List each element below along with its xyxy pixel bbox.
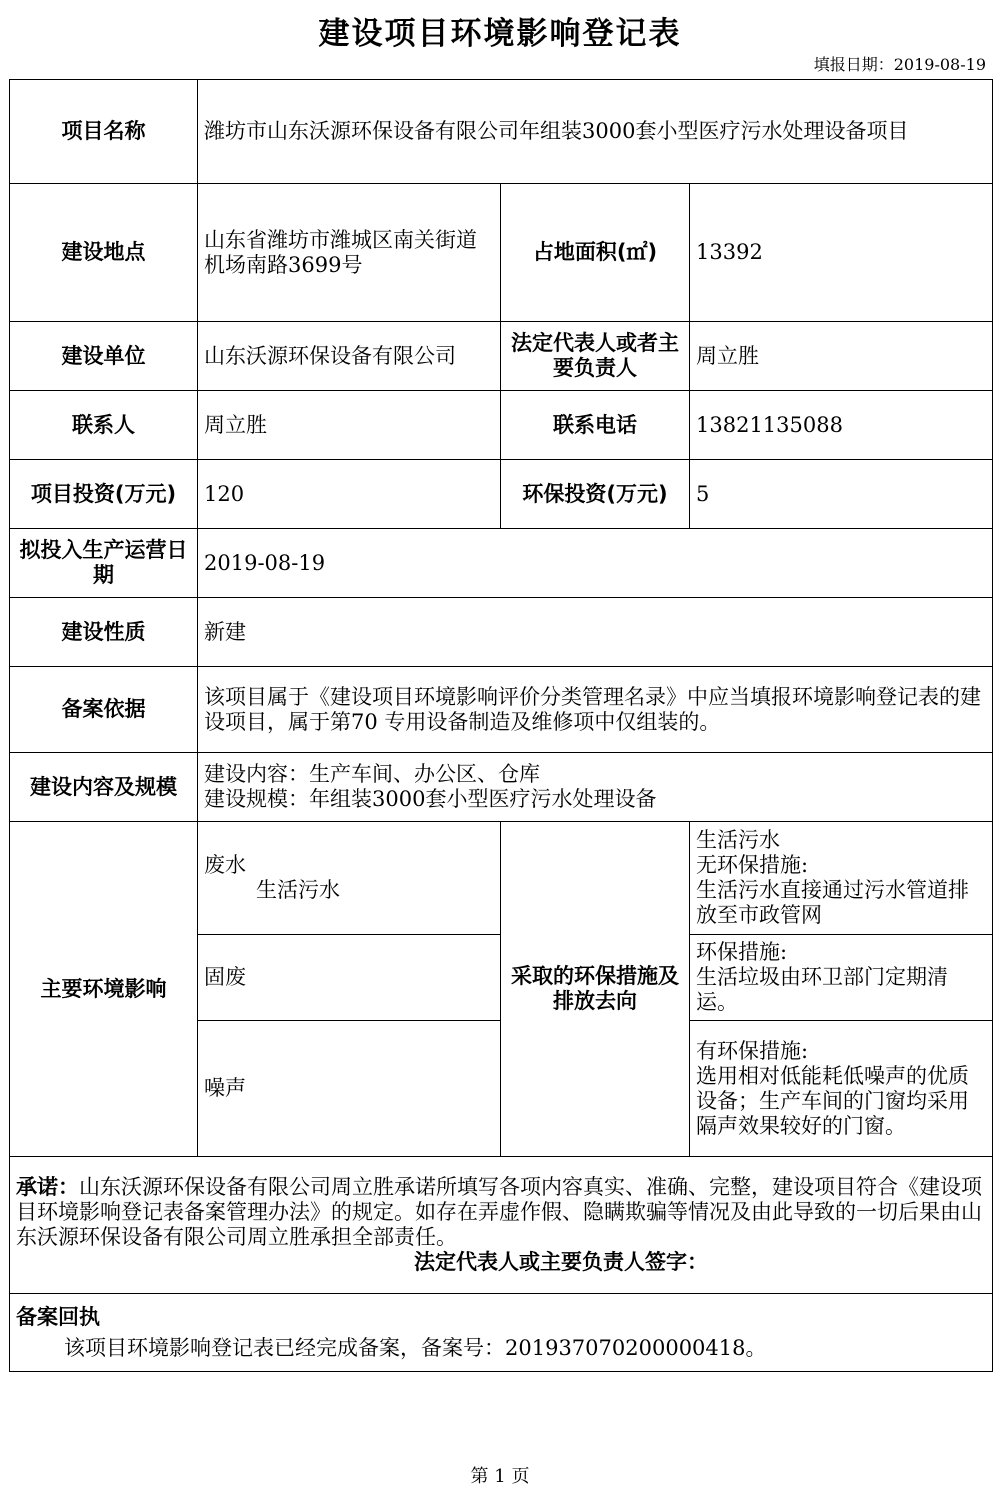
legal-rep-value: 周立胜	[690, 322, 993, 391]
receipt-title: 备案回执	[16, 1304, 100, 1329]
env-investment-value: 5	[690, 460, 993, 529]
main-impact-label: 主要环境影响	[10, 822, 198, 1157]
measure-wastewater: 生活污水 无环保措施: 生活污水直接通过污水管道排放至市政管网	[690, 822, 993, 935]
receipt-text: 该项目环境影响登记表已经完成备案，备案号：201937070200000418。	[64, 1335, 767, 1360]
start-date-value: 2019-08-19	[198, 529, 993, 598]
unit-label: 建设单位	[10, 322, 198, 391]
commitment	[10, 1157, 993, 1294]
content-scale-label: 建设内容及规模	[10, 753, 198, 822]
nature-value: 新建	[198, 598, 993, 667]
impact-solid-waste: 固废	[198, 935, 501, 1021]
registration-form	[9, 79, 993, 1372]
signature-line: 法定代表人或主要负责人签字：	[414, 1250, 709, 1274]
legal-rep-label: 法定代表人或者主要负责人	[501, 322, 690, 391]
measure-noise: 有环保措施: 选用相对低能耗低噪声的优质设备；生产车间的门窗均采用隔声效果较好的门窗。	[690, 1021, 993, 1157]
fill-date-value: 2019-08-19	[893, 55, 986, 74]
impact-wastewater-category: 废水	[204, 853, 246, 877]
phone-value: 13821135088	[690, 391, 993, 460]
basis-label: 备案依据	[10, 667, 198, 753]
commitment-lead: 承诺：	[16, 1175, 79, 1199]
impact-wastewater	[198, 822, 501, 935]
contact-value: 周立胜	[198, 391, 501, 460]
start-date-label: 拟投入生产运营日期	[10, 529, 198, 598]
content-scale-value	[198, 753, 993, 822]
contact-label: 联系人	[10, 391, 198, 460]
location-label: 建设地点	[10, 184, 198, 322]
scale-text: 建设规模：年组装3000套小型医疗污水处理设备	[204, 787, 657, 811]
basis-value: 该项目属于《建设项目环境影响评价分类管理名录》中应当填报环境影响登记表的建设项目，属于第70 专用设备制造及维修项中仅组装的。	[198, 667, 993, 753]
impact-noise: 噪声	[198, 1021, 501, 1157]
investment-label: 项目投资(万元)	[10, 460, 198, 529]
project-name-label: 项目名称	[10, 80, 198, 184]
content-text: 建设内容：生产车间、办公区、仓库	[204, 762, 540, 786]
measures-label: 采取的环保措施及排放去向	[501, 822, 690, 1157]
filing-receipt	[10, 1294, 993, 1372]
impact-wastewater-sub: 生活污水	[256, 878, 340, 902]
commitment-text: 山东沃源环保设备有限公司周立胜承诺所填写各项内容真实、准确、完整，建设项目符合《建设项目环境影响登记表备案管理办法》的规定。如存在弄虚作假、隐瞒欺骗等情况及由此导致的一切后果由山东沃源环保设备有限公司周立胜承担全部责任。	[16, 1175, 982, 1249]
unit-value: 山东沃源环保设备有限公司	[198, 322, 501, 391]
investment-value: 120	[198, 460, 501, 529]
nature-label: 建设性质	[10, 598, 198, 667]
location-value: 山东省潍坊市潍城区南关街道机场南路3699号	[198, 184, 501, 322]
page-title: 建设项目环境影响登记表	[318, 16, 682, 52]
env-investment-label: 环保投资(万元)	[501, 460, 690, 529]
page-number: 第 1 页	[470, 1466, 530, 1487]
area-label: 占地面积(㎡)	[501, 184, 690, 322]
area-value: 13392	[690, 184, 993, 322]
fill-date-label: 填报日期：	[813, 55, 894, 74]
phone-label: 联系电话	[501, 391, 690, 460]
project-name-value: 潍坊市山东沃源环保设备有限公司年组装3000套小型医疗污水处理设备项目	[198, 80, 993, 184]
measure-solid-waste: 环保措施: 生活垃圾由环卫部门定期清运。	[690, 935, 993, 1021]
fill-date	[814, 52, 986, 75]
